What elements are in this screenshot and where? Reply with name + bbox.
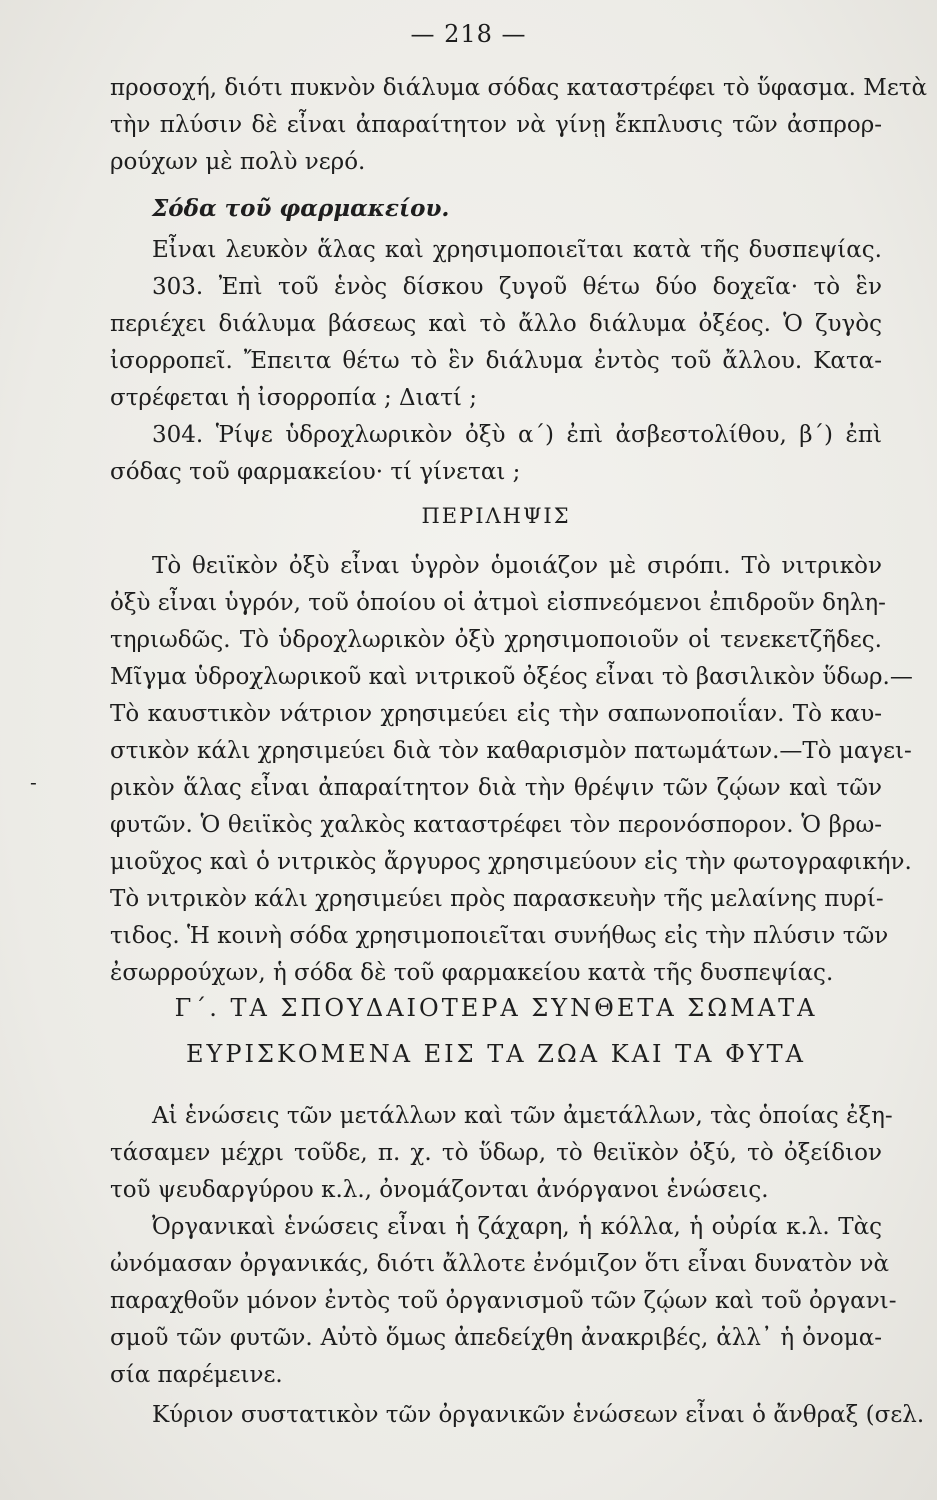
section-title-line: ΕΥΡΙΣΚΟΜΕΝΑ ΕΙΣ ΤΑ ΖΩΑ ΚΑΙ ΤΑ ΦΥΤΑ <box>186 1040 806 1068</box>
text-line: ἐσωρρούχων, ἡ σόδα δὲ τοῦ φαρμακείου κατὰ τῆς δυσπεψίας. <box>110 960 834 986</box>
text-line: ὀξὺ εἶναι ὑγρόν, τοῦ ὁποίου οἱ ἀτμοὶ εἰσπνεόμενοι ἐπιδροῦν δηλη- <box>110 590 886 616</box>
text-line: Τὸ νιτρικὸν κάλι χρησιμεύει πρὸς παρασκευὴν τῆς μελαίνης πυρί- <box>110 886 884 912</box>
text-line: τηριωδῶς. Τὸ ὑδροχλωρικὸν ὀξὺ χρησιμοποιοῦν οἱ τενεκετζῆδες. <box>110 627 882 653</box>
text-line: σόδας τοῦ φαρμακείου· τί γίνεται ; <box>110 459 521 485</box>
text-line: Κύριον συστατικὸν τῶν ὀργανικῶν ἑνώσεων εἶναι ὁ ἄνθραξ (σελ. <box>152 1402 925 1428</box>
summary-heading <box>110 498 882 535</box>
paragraph-summary <box>110 548 913 992</box>
text-line: Εἶναι λευκὸν ἅλας καὶ χρησιμοποιεῖται κατὰ τῆς δυσπεψίας. <box>152 237 882 263</box>
paragraph-exercises <box>110 232 882 491</box>
text-line: παραχθοῦν μόνον ἐντὸς τοῦ ὀργανισμοῦ τῶν ζῴων καὶ τοῦ ὀργανι- <box>110 1288 897 1314</box>
text-line: Ὀργανικαὶ ἑνώσεις εἶναι ἡ ζάχαρη, ἡ κόλλα, ἡ οὐρία κ.λ. Τὰς <box>152 1214 882 1240</box>
text-line: Τὸ θειϊκὸν ὀξὺ εἶναι ὑγρὸν ὁμοιάζον μὲ σιρόπι. Τὸ νιτρικὸν <box>152 553 882 579</box>
paragraph-inorganic <box>110 1098 893 1209</box>
margin-mark: - <box>30 770 37 794</box>
text-line: Μῖγμα ὑδροχλωρικοῦ καὶ νιτρικοῦ ὀξέος εἶναι τὸ βασιλικὸν ὕδωρ.— <box>110 664 913 690</box>
text-line: ρούχων μὲ πολὺ νερό. <box>110 149 366 175</box>
text-line: τάσαμεν μέχρι τοῦδε, π. χ. τὸ ὕδωρ, τὸ θειϊκὸν ὀξύ, τὸ ὀξείδιον <box>110 1140 882 1166</box>
subheading: Σόδα τοῦ φαρμακείου. <box>152 195 450 222</box>
text-line: προσοχή, διότι πυκνὸν διάλυμα σόδας καταστρέφει τὸ ὕφασμα. Μετὰ <box>110 75 927 101</box>
text-line: ἰσορροπεῖ. Ἔπειτα θέτω τὸ ἓν διάλυμα ἐντὸς τοῦ ἄλλου. Κατα- <box>110 348 882 374</box>
paragraph-organic <box>110 1209 897 1394</box>
text-line: ὠνόμασαν ὀργανικάς, διότι ἄλλοτε ἐνόμιζον ὅτι εἶναι δυνατὸν νὰ <box>110 1251 890 1277</box>
text-line: στικὸν κάλι χρησιμεύει διὰ τὸν καθαρισμὸν πατωμάτων.—Τὸ μαγει- <box>110 738 912 764</box>
text-line: 303. Ἐπὶ τοῦ ἑνὸς δίσκου ζυγοῦ θέτω δύο δοχεῖα· τὸ ἓν <box>152 274 882 300</box>
text-line: σμοῦ τῶν φυτῶν. Αὐτὸ ὅμως ἀπεδείχθη ἀνακριβές, ἀλλ᾽ ἡ ὀνομα- <box>110 1325 882 1351</box>
heading: ΠΕΡΙΛΗΨΙΣ <box>421 504 571 528</box>
text-line: 304. Ῥίψε ὑδροχλωρικὸν ὀξὺ α΄) ἐπὶ ἀσβεστολίθου, β΄) ἐπὶ <box>152 422 882 448</box>
text-line: στρέφεται ἡ ἰσορροπία ; Διατί ; <box>110 385 478 411</box>
text-line: Τὸ καυστικὸν νάτριον χρησιμεύει εἰς τὴν σαπωνοποιΐαν. Τὸ καυ- <box>110 701 882 727</box>
text-line: Αἱ ἑνώσεις τῶν μετάλλων καὶ τῶν ἀμετάλλων, τὰς ὁποίας ἐξη- <box>152 1103 893 1129</box>
text-line: τιδος. Ἡ κοινὴ σόδα χρησιμοποιεῖται συνήθως εἰς τὴν πλύσιν τῶν <box>110 923 889 949</box>
text-line: μιοῦχος καὶ ὁ νιτρικὸς ἄργυρος χρησιμεύουν εἰς τὴν φωτογραφικήν. <box>110 849 912 875</box>
subheading-pharmacy-soda <box>110 190 882 227</box>
section-title-line: Γ΄. ΤΑ ΣΠΟΥΔΑΙΟΤΕΡΑ ΣΥΝΘΕΤΑ ΣΩΜΑΤΑ <box>174 994 818 1022</box>
text-line: φυτῶν. Ὁ θειϊκὸς χαλκὸς καταστρέφει τὸν περονόσπορον. Ὁ βρω- <box>110 812 882 838</box>
text-line: τὴν πλύσιν δὲ εἶναι ἀπαραίτητον νὰ γίνῃ ἔκπλυσις τῶν ἀσπρορ- <box>110 112 882 138</box>
paragraph-soda-warning <box>110 70 927 181</box>
text-line: τοῦ ψευδαργύρου κ.λ., ὀνομάζονται ἀνόργανοι ἑνώσεις. <box>110 1177 769 1203</box>
text-line: περιέχει διάλυμα βάσεως καὶ τὸ ἄλλο διάλυμα ὀξέος. Ὁ ζυγὸς <box>110 311 882 337</box>
text-line: σία παρέμεινε. <box>110 1362 283 1388</box>
page-number: — 218 — <box>410 20 527 48</box>
section-title <box>110 985 882 1077</box>
paragraph-carbon <box>110 1397 925 1434</box>
text-line: ρικὸν ἅλας εἶναι ἀπαραίτητον διὰ τὴν θρέψιν τῶν ζῴων καὶ τῶν <box>110 775 882 801</box>
